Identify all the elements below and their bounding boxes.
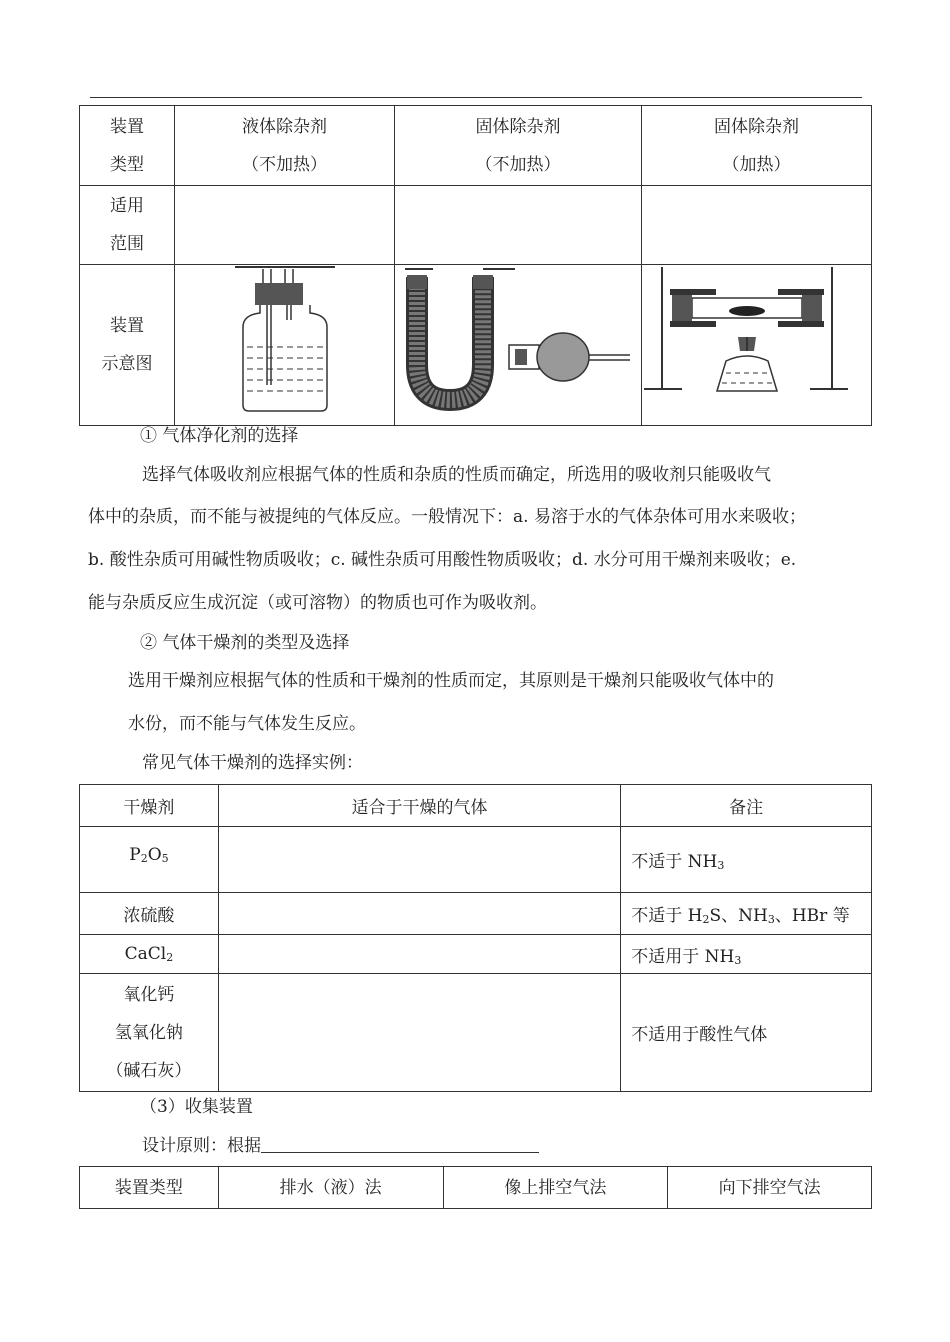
diagram-header: 装置 示意图 [80,265,175,426]
section1-line4: 能与杂质反应生成沉淀（或可溶物）的物质也可作为吸收剂。 [88,593,547,613]
agent-sulfuric-acid: 浓硫酸 [80,893,219,935]
wash-bottle-diagram [175,265,395,426]
gases-header: 适合于干燥的气体 [218,785,620,827]
note-soda-lime: 不适用于酸性气体 [621,974,872,1092]
scope-header: 适用 范围 [80,186,175,265]
gases-cell [218,827,620,893]
scope-cell-heated [642,186,872,265]
examples-title: 常见气体干燥剂的选择实例： [142,753,363,773]
gases-cell [218,974,620,1092]
principle-blank[interactable] [261,1134,539,1153]
note-cacl2: 不适用于 $NH_3$ [621,935,872,974]
note-p2o5: 不适于 $NH_3$ [621,827,872,893]
section1-line3: b. 酸性杂质可用碱性物质吸收；c. 碱性杂质可用酸性物质吸收；d. 水分可用干燥剂来吸收；e. [88,550,797,570]
section1-line1: 选择气体吸收剂应根据气体的性质和杂质的性质而确定，所选用的吸收剂只能吸收气 [142,465,771,485]
section2-title: ② 气体干燥剂的类型及选择 [140,633,350,653]
gases-cell [218,893,620,935]
solid-remover-unheated-header: 固体除杂剂 （不加热） [395,106,642,186]
u-tube-diagram [395,265,642,426]
principle-label: 设计原则：根据 [142,1136,261,1156]
agent-soda-lime: 氧化钙 氢氧化钠 （碱石灰） [80,974,219,1092]
collection-type-header: 装置类型 [80,1167,219,1209]
top-rule [90,97,862,98]
solid-remover-heated-header: 固体除杂剂 （加热） [642,106,872,186]
gases-cell [218,935,620,974]
device-type-header: 装置 类型 [80,106,175,186]
purification-device-table [79,105,872,426]
collection-device-table [79,1166,872,1209]
section1-title: ① 气体净化剂的选择 [140,426,299,446]
section1-line2: 体中的杂质，而不能与被提纯的气体反应。一般情况下：a. 易溶于水的气体杂体可用水来吸收； [88,507,806,527]
downward-air-header: 向下排空气法 [668,1167,872,1209]
agent-p2o5: $P_2O_5$ [80,827,219,893]
scope-cell-liquid [175,186,395,265]
section3-title: （3）收集装置 [140,1097,253,1117]
note-sulfuric-acid: 不适于 $H_2S$、$NH_3$、HBr 等 [621,893,872,935]
section2-line1: 选用干燥剂应根据气体的性质和干燥剂的性质而定，其原则是干燥剂只能吸收气体中的 [128,671,774,691]
section3-principle [142,1134,539,1158]
upward-air-header: 像上排空气法 [443,1167,668,1209]
agent-header: 干燥剂 [80,785,219,827]
scope-cell-solid [395,186,642,265]
water-displacement-header: 排水（液）法 [218,1167,443,1209]
heated-tube-diagram [642,265,872,426]
agent-cacl2: CaCl$_2$ [80,935,219,974]
liquid-remover-header: 液体除杂剂 （不加热） [175,106,395,186]
drying-agent-table [79,784,872,1092]
section2-line2: 水份，而不能与气体发生反应。 [128,714,366,734]
note-header: 备注 [621,785,872,827]
